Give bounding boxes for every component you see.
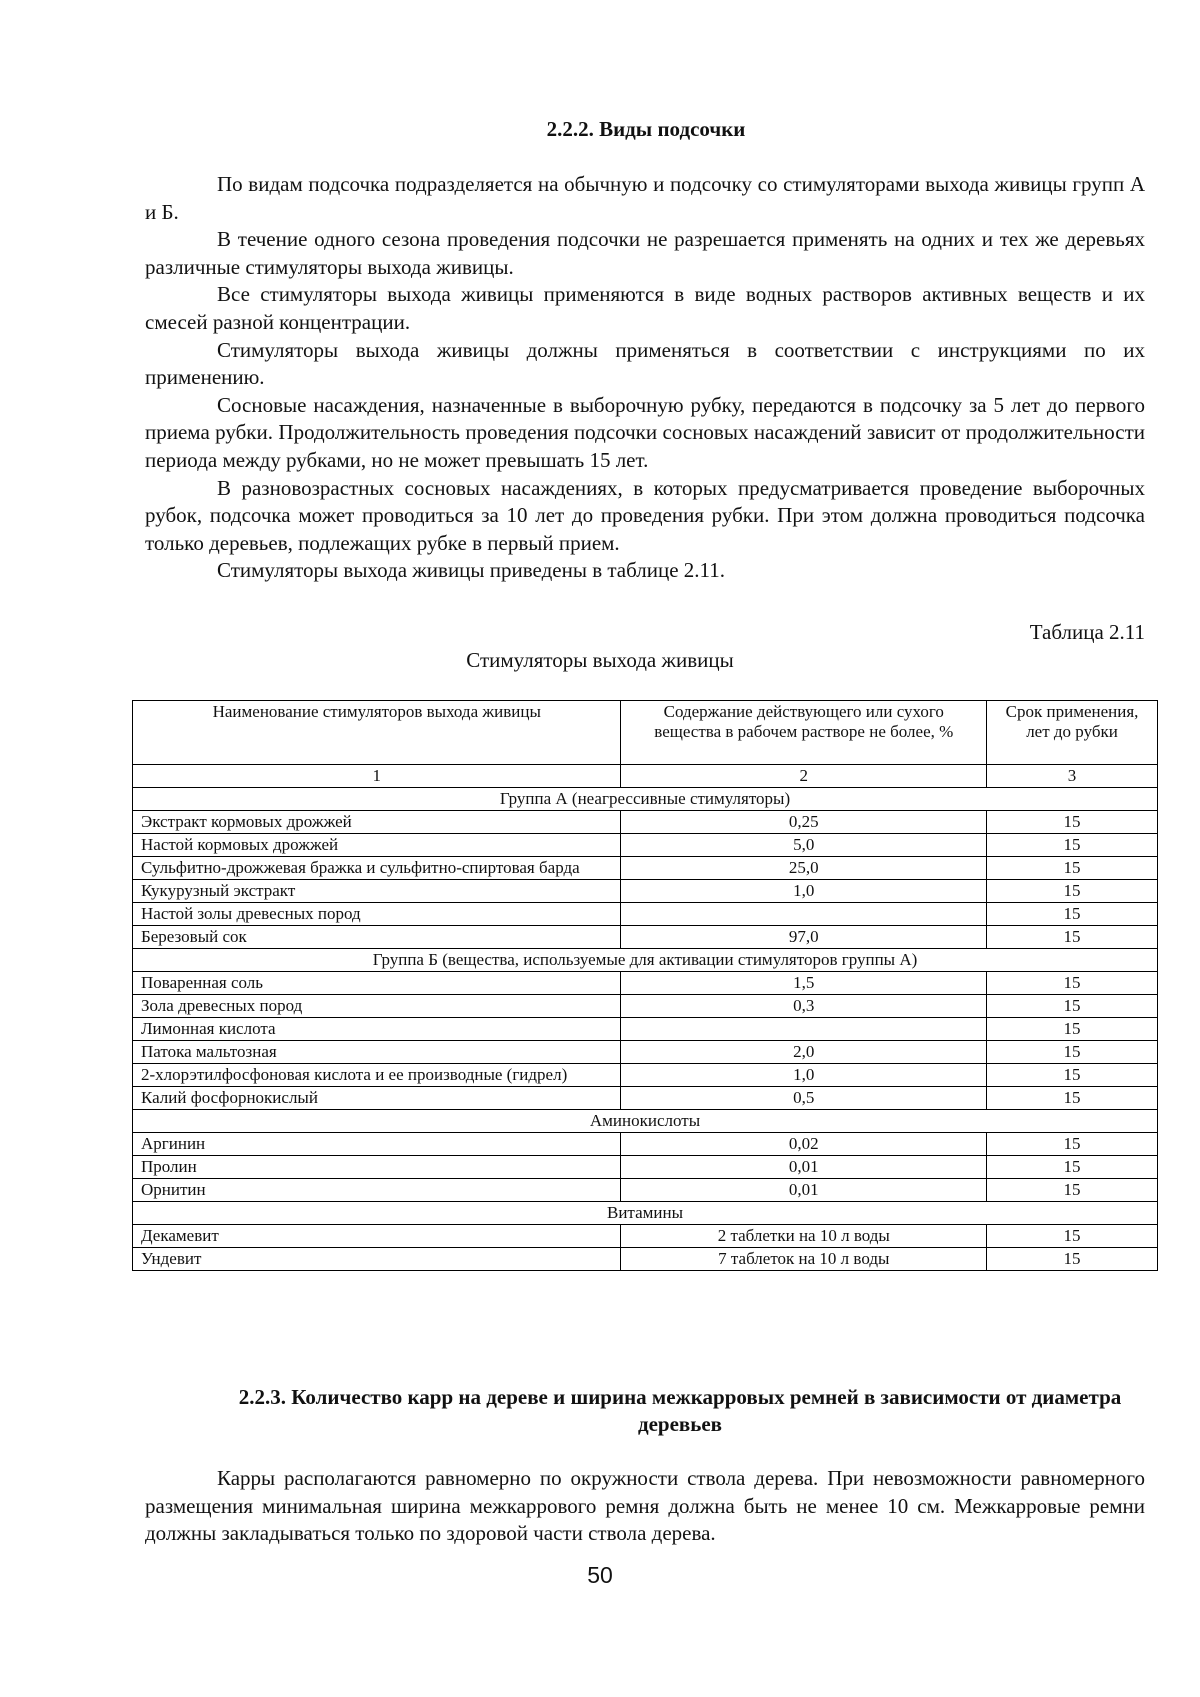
paragraph: Стимуляторы выхода живицы должны применяться в соответствии с инструкциями по их применению. [145,337,1145,390]
term-value: 15 [987,972,1158,995]
column-number: 3 [987,765,1158,788]
content-value: 2,0 [621,1041,987,1064]
table-row [133,1248,1158,1271]
stimulator-name: Патока мальтозная [133,1041,621,1064]
term-value: 15 [987,1225,1158,1248]
term-value: 15 [987,1018,1158,1041]
term-value: 15 [987,995,1158,1018]
paragraph: В разновозрастных сосновых насаждениях, в которых предусматривается проведение выборочных рубок, подсочка может проводиться за 10 лет до проведения рубки. При этом должна проводиться подсочка только деревьев, подлежащих рубке в первый прием. [145,475,1145,555]
term-value: 15 [987,903,1158,926]
stimulator-name: Ундевит [133,1248,621,1271]
content-value: 97,0 [621,926,987,949]
stimulator-name: Сульфитно-дрожжевая бражка и сульфитно-спиртовая барда [133,857,621,880]
content-value: 1,0 [621,1064,987,1087]
header-cell-term: Срок применения, лет до рубки [987,701,1158,765]
table-row [133,857,1158,880]
stimulator-name: Аргинин [133,1133,621,1156]
table-number: Таблица 2.11 [1029,620,1145,644]
table-row [133,903,1158,926]
content-value: 2 таблетки на 10 л воды [621,1225,987,1248]
table-row [133,880,1158,903]
stimulator-name: Кукурузный экстракт [133,880,621,903]
stimulator-name: 2-хлорэтилфосфоновая кислота и ее производные (гидрел) [133,1064,621,1087]
paragraph: Сосновые насаждения, назначенные в выборочную рубку, передаются в подсочку за 5 лет до первого приема рубки. Продолжительность проведения подсочки сосновых насаждений зависит от продолжительности периода между рубками, но не может превышать 15 лет. [145,392,1145,472]
table-row [133,1041,1158,1064]
table-row [133,1179,1158,1202]
section-2-2-2-body [145,171,1145,585]
table-row [133,995,1158,1018]
content-value: 0,01 [621,1156,987,1179]
table-title: Стимуляторы выхода живицы [466,648,734,672]
term-value: 15 [987,857,1158,880]
content-value: 1,0 [621,880,987,903]
content-value: 5,0 [621,834,987,857]
group-row [133,1110,1158,1133]
table-row [133,1087,1158,1110]
content-value [621,903,987,926]
term-value: 15 [987,1087,1158,1110]
content-value: 0,3 [621,995,987,1018]
group-label: Аминокислоты [133,1110,1158,1133]
content-value: 0,02 [621,1133,987,1156]
stimulator-name: Декамевит [133,1225,621,1248]
stimulator-name: Настой золы древесных пород [133,903,621,926]
paragraph: Все стимуляторы выхода живицы применяются в виде водных растворов активных веществ и их смесей разной концентрации. [145,282,1145,334]
term-value: 15 [987,1248,1158,1271]
stimulator-name: Калий фосфорнокислый [133,1087,621,1110]
term-value: 15 [987,834,1158,857]
paragraph: По видам подсочка подразделяется на обычную и подсочку со стимуляторами выхода живицы групп А и Б. [145,172,1145,224]
group-label: Витамины [133,1202,1158,1225]
content-value: 25,0 [621,857,987,880]
section-2-2-3-body [145,1465,1145,1548]
section-heading-2-2-2: 2.2.2. Виды подсочки [546,117,746,141]
content-value: 0,25 [621,811,987,834]
table-row [133,1225,1158,1248]
table-row [133,811,1158,834]
content-value: 0,01 [621,1179,987,1202]
table-body [133,788,1158,1271]
term-value: 15 [987,1156,1158,1179]
content-value [621,1018,987,1041]
header-cell-content: Содержание действующего или сухого вещества в рабочем растворе не более, % [621,701,987,765]
term-value: 15 [987,1179,1158,1202]
header-cell-name: Наименование стимуляторов выхода живицы [133,701,621,765]
group-row [133,788,1158,811]
table-row [133,926,1158,949]
paragraph: Карры располагаются равномерно по окружности ствола дерева. При невозможности равномерного размещения минимальная ширина межкаррового ремня должна быть не менее 10 см. Межкарровые ремни должны закладываться только по здоровой части ствола дерева. [145,1466,1145,1546]
stimulator-name: Поваренная соль [133,972,621,995]
page-number: 50 [587,1562,613,1588]
group-row [133,949,1158,972]
stimulator-name: Орнитин [133,1179,621,1202]
stimulators-table [132,700,1158,1271]
group-label: Группа А (неагрессивные стимуляторы) [133,788,1158,811]
stimulator-name: Зола древесных пород [133,995,621,1018]
paragraph: Стимуляторы выхода живицы приведены в таблице 2.11. [217,558,726,583]
paragraph: В течение одного сезона проведения подсочки не разрешается применять на одних и тех же деревьях различные стимуляторы выхода живицы. [145,227,1145,279]
table-row [133,972,1158,995]
term-value: 15 [987,1041,1158,1064]
term-value: 15 [987,811,1158,834]
stimulator-name: Настой кормовых дрожжей [133,834,621,857]
stimulator-name: Пролин [133,1156,621,1179]
table-row [133,1133,1158,1156]
table-row [133,1156,1158,1179]
table-row [133,1064,1158,1087]
section-heading-2-2-3: 2.2.3. Количество карр на дереве и ширина межкарровых ремней в зависимости от диаметра деревьев [238,1385,1122,1436]
stimulator-name: Березовый сок [133,926,621,949]
stimulator-name: Экстракт кормовых дрожжей [133,811,621,834]
stimulator-name: Лимонная кислота [133,1018,621,1041]
table-row [133,1018,1158,1041]
content-value: 7 таблеток на 10 л воды [621,1248,987,1271]
column-number: 1 [133,765,621,788]
table-row [133,834,1158,857]
content-value: 0,5 [621,1087,987,1110]
term-value: 15 [987,880,1158,903]
term-value: 15 [987,926,1158,949]
column-number-row [133,765,1158,788]
term-value: 15 [987,1133,1158,1156]
content-value: 1,5 [621,972,987,995]
group-row [133,1202,1158,1225]
column-number: 2 [621,765,987,788]
group-label: Группа Б (вещества, используемые для активации стимуляторов группы А) [133,949,1158,972]
term-value: 15 [987,1064,1158,1087]
table-header-row [133,701,1158,765]
